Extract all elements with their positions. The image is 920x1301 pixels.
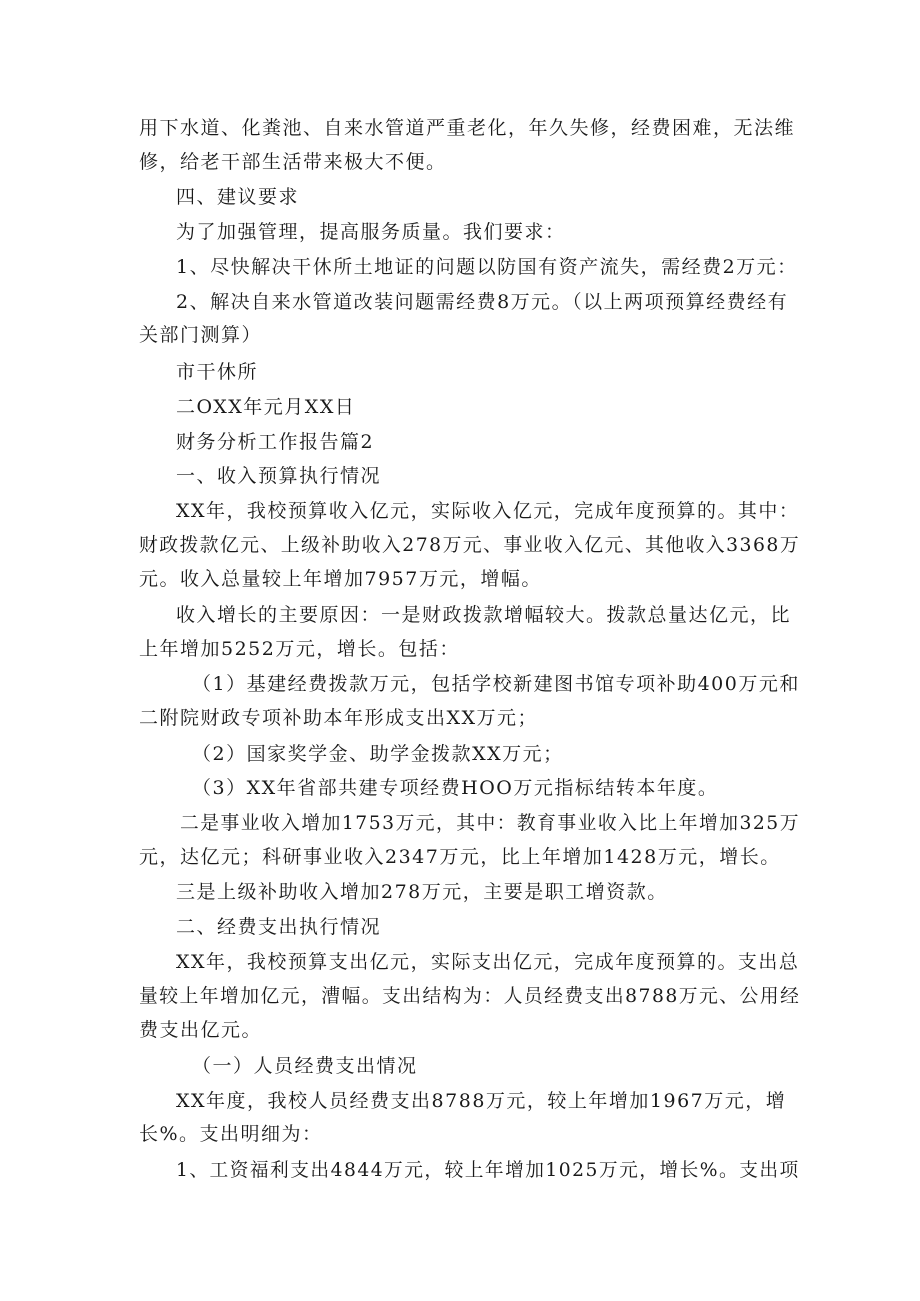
report-title: 财务分析工作报告篇2	[176, 431, 375, 453]
section-heading: 四、建议要求	[176, 186, 300, 208]
text-line: 元，达亿元；科研事业收入2347万元，比上年增加1428万元，增长。	[139, 846, 781, 868]
text-line: 费支出亿元。	[139, 1019, 263, 1041]
subsection-heading: （一）人员经费支出情况	[192, 1055, 418, 1077]
list-item: （2）国家奖学金、助学金拨款XX万元；	[192, 743, 564, 765]
signature-org: 市干休所	[176, 361, 259, 383]
section-heading: 一、收入预算执行情况	[176, 465, 382, 487]
section-heading: 二、经费支出执行情况	[176, 916, 382, 938]
signature-date: 二OXX年元月XX日	[176, 396, 356, 418]
text-line: 量较上年增加亿元，漕幅。支出结构为：人员经费支出8788万元、公用经	[139, 985, 801, 1007]
text-line: 上年增加5252万元，增长。包括：	[139, 638, 460, 660]
text-line: XX年度，我校人员经费支出8788万元，较上年增加1967万元，增	[176, 1090, 787, 1112]
list-item: 2、解决自来水管道改装问题需经费8万元。（以上两项预算经费经有	[176, 291, 789, 313]
text-line: XX年，我校预算支出亿元，实际支出亿元，完成年度预算的。支出总	[176, 951, 800, 973]
text-line: 二附院财政专项补助本年形成支出XX万元；	[139, 707, 539, 729]
list-item: （1）基建经费拨款万元，包括学校新建图书馆专项补助400万元和	[192, 673, 800, 695]
text-line: 为了加强管理，提高服务质量。我们要求：	[176, 221, 566, 243]
text-line: 修，给老干部生活带来极大不便。	[139, 151, 447, 173]
list-item: 1、工资福利支出4844万元，较上年增加1025万元，增长%。支出项	[176, 1159, 800, 1181]
text-line: 二是事业收入增加1753万元，其中：教育事业收入比上年增加325万	[180, 812, 800, 834]
text-line: 财政拨款亿元、上级补助收入278万元、事业收入亿元、其他收入3368万	[139, 534, 801, 556]
text-line: 长%。支出明细为：	[139, 1123, 323, 1145]
text-line: 三是上级补助收入增加278万元，主要是职工增资款。	[176, 881, 668, 903]
list-item: 1、尽快解决干休所土地证的问题以防国有资产流失，需经费2万元：	[176, 256, 798, 278]
text-line: 用下水道、化粪池、自来水管道严重老化，年久失修，经费困难，无法维	[139, 117, 796, 139]
text-line: 元。收入总量较上年增加7957万元，增幅。	[139, 568, 542, 590]
text-line: 收入增长的主要原因：一是财政拨款增幅较大。拨款总量达亿元，比	[176, 604, 792, 626]
text-line: 关部门测算）	[139, 324, 263, 346]
list-item: （3）XX年省部共建专项经费HOO万元指标结转本年度。	[192, 777, 719, 799]
text-line: XX年，我校预算收入亿元，实际收入亿元，完成年度预算的。其中：	[176, 500, 800, 522]
